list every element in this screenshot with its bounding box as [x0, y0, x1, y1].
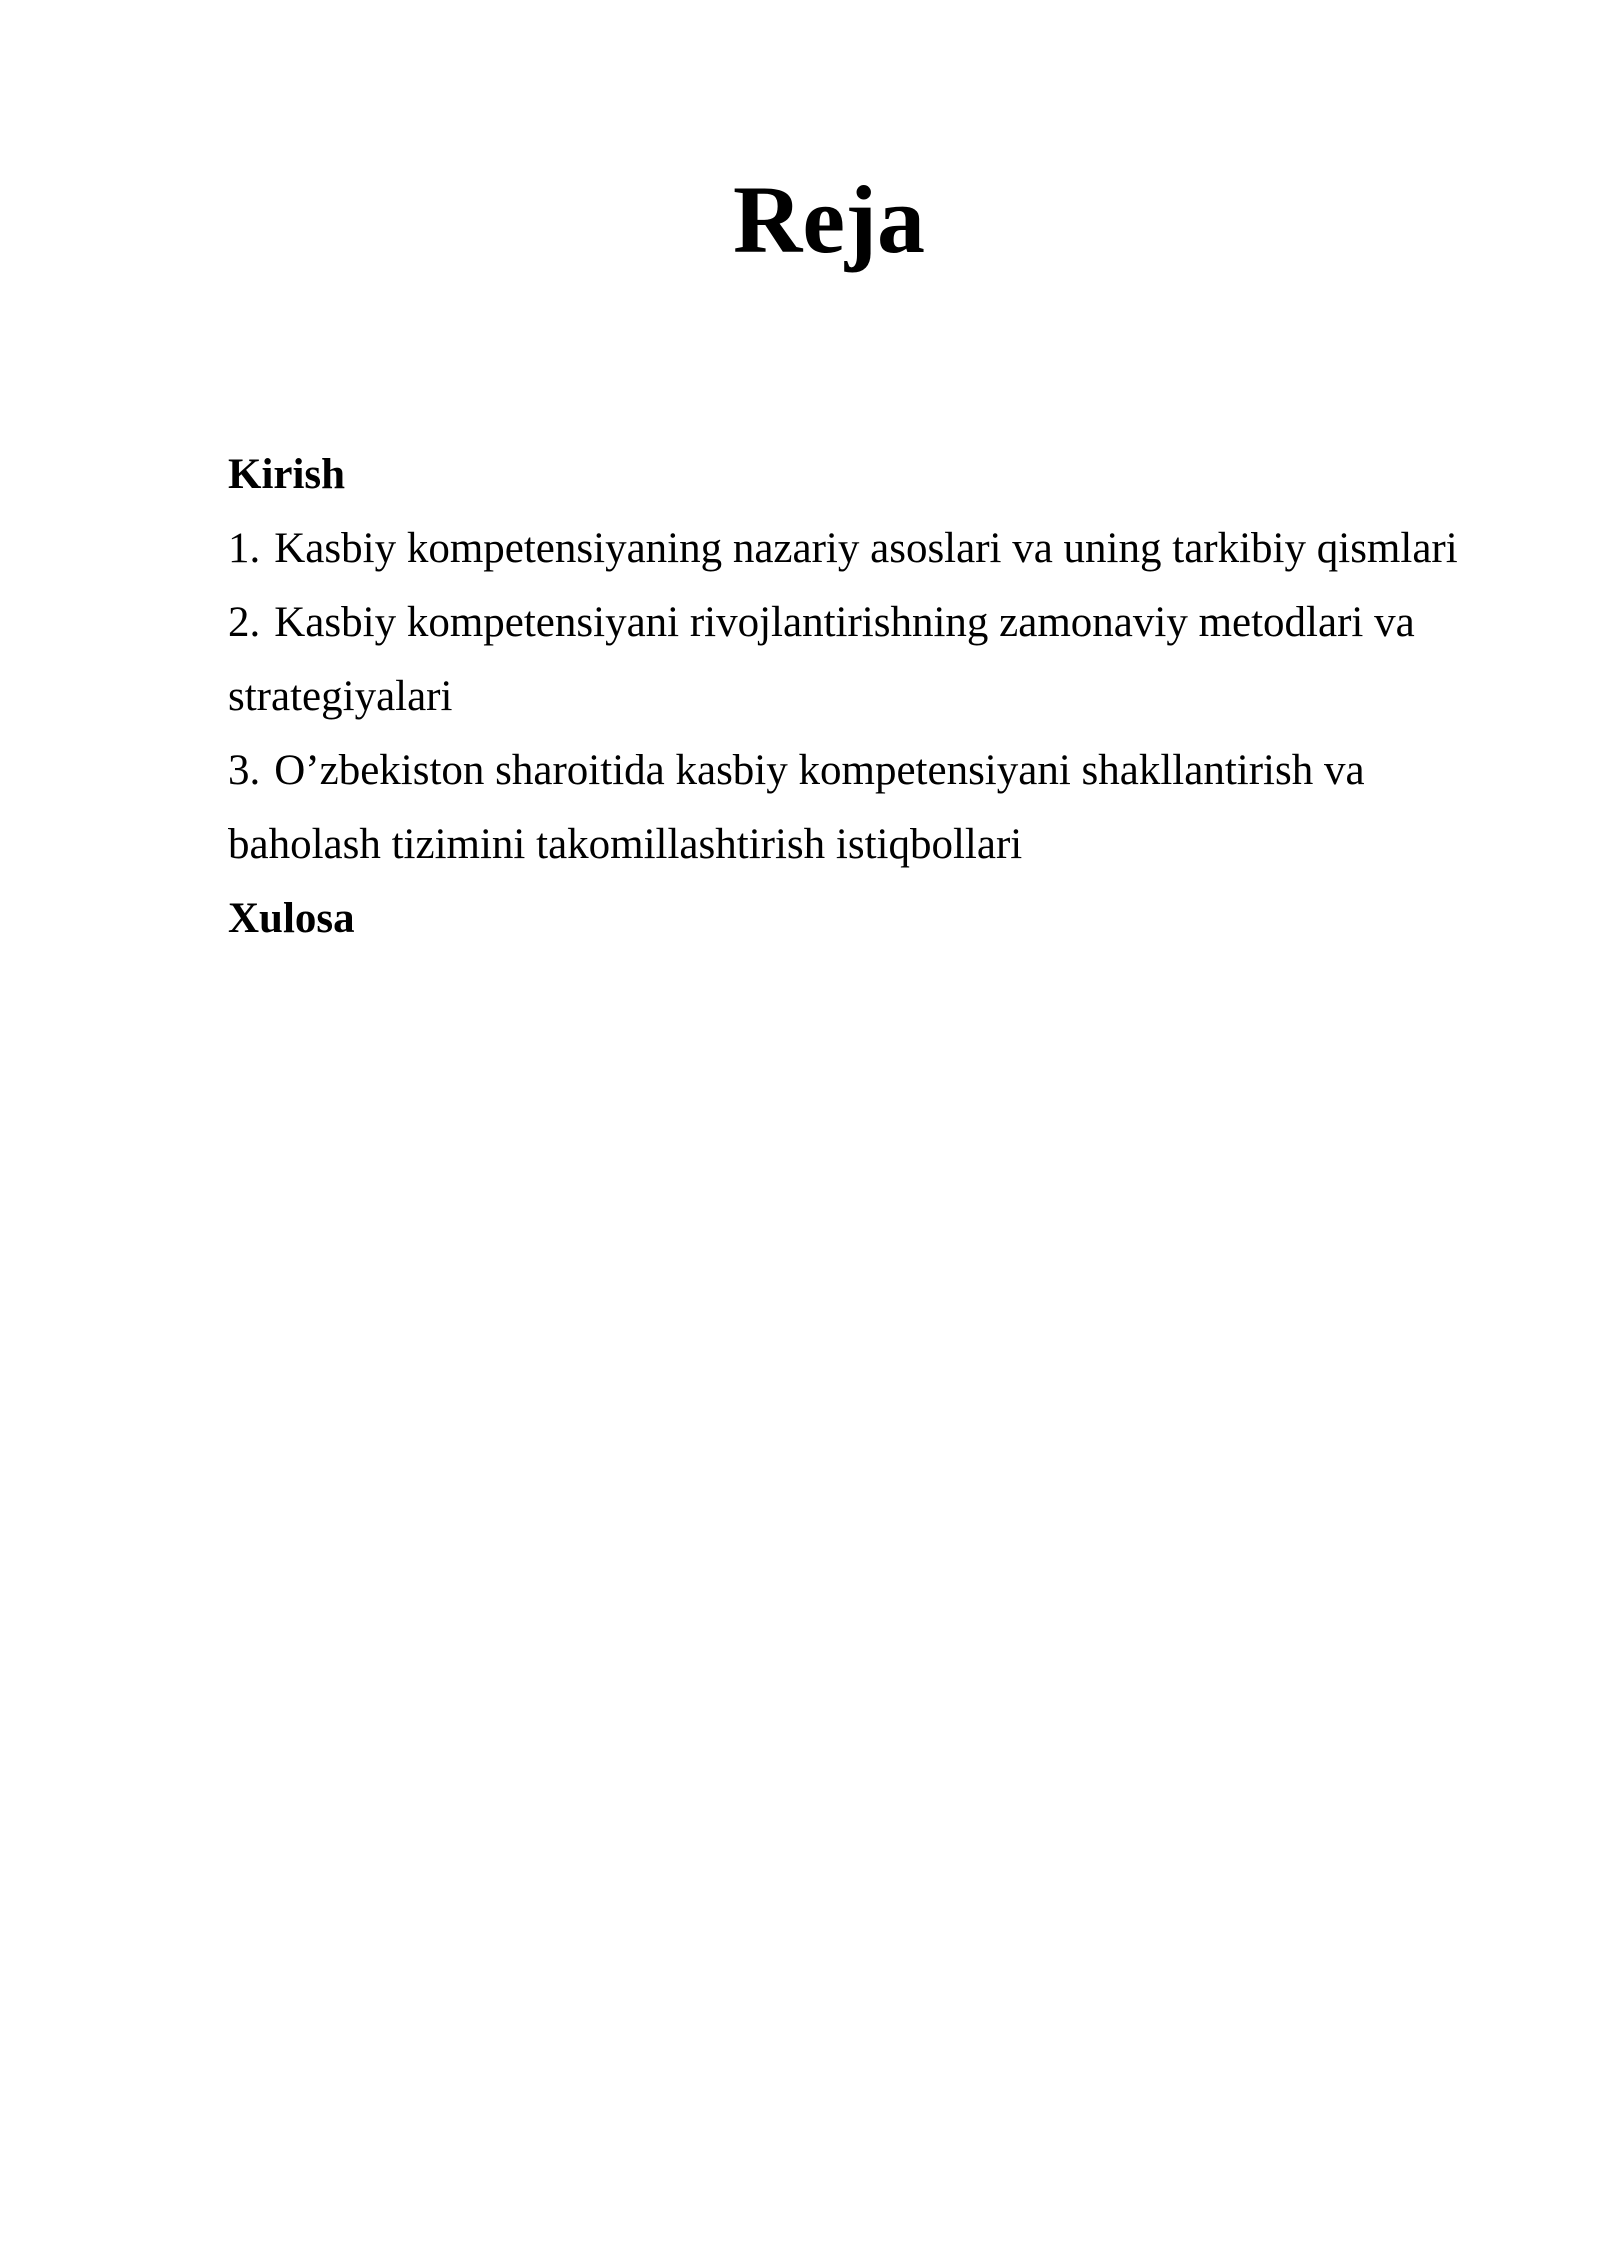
toc-item-number: 2. — [228, 599, 261, 646]
toc-item-3 — [228, 734, 1488, 882]
toc-item-text: Kasbiy kompetensiyaning nazariy asoslari va uning tarkibiy qismlari — [274, 525, 1458, 572]
toc-item-2 — [228, 586, 1488, 734]
toc-conclusion: Xulosa — [228, 895, 355, 942]
table-of-contents — [228, 438, 1488, 956]
toc-item-number: 1. — [228, 525, 261, 572]
toc-intro: Kirish — [228, 451, 346, 498]
toc-item-text: Kasbiy kompetensiyani rivojlantirishning zamonaviy metodlari va strategiyalari — [228, 599, 1415, 720]
toc-item-1 — [228, 512, 1488, 586]
toc-item-number: 3. — [228, 747, 261, 794]
page-title: Reja — [733, 166, 925, 273]
toc-item-text: O’zbekiston sharoitida kasbiy kompetensiyani shakllantirish va baholash tizimini takomillashtirish istiqbollari — [228, 747, 1365, 868]
